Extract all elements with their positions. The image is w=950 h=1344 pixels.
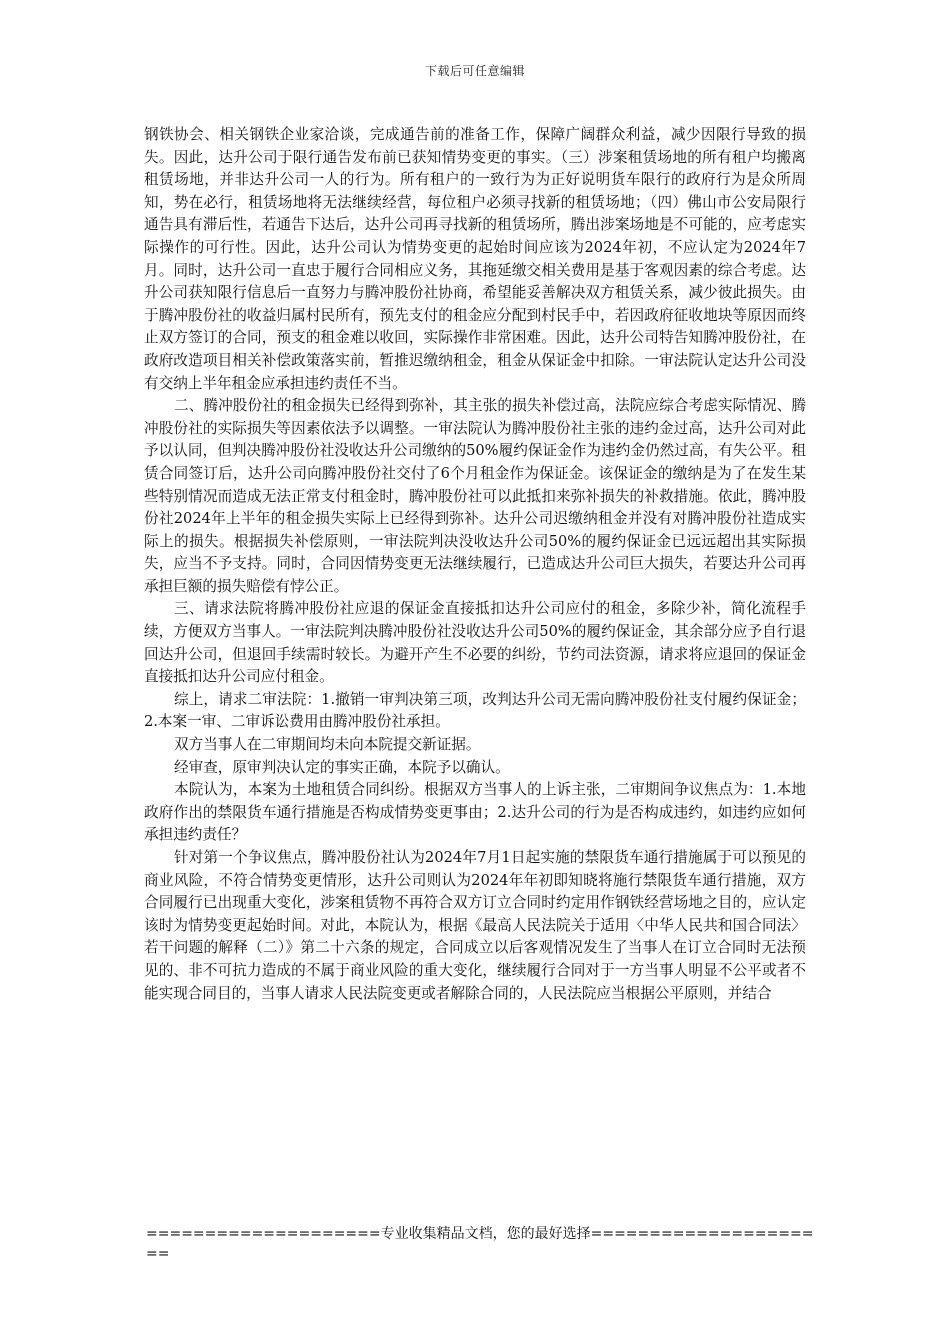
page-header: 下载后可任意编辑	[424, 64, 525, 78]
paragraph: 三、请求法院将腾冲股份社应退的保证金直接抵扣达升公司应付的租金，多除少补，简化流程手续，方便双方当事人。一审法院判决腾冲股份社没收达升公司50%的履约保证金，其余部分应予自行退回达升公司，但退回手续需时较长。为避开产生不必要的纠纷，节约司法资源，请求将应退回的保证金直接抵扣达升公司应付租金。	[144, 600, 806, 686]
paragraph: 钢铁协会、相关钢铁企业家洽谈，完成通告前的准备工作，保障广阔群众利益，减少因限行导致的损失。因此，达升公司于限行通告发布前已获知情势变更的事实。（三）涉案租赁场地的所有租户均搬离租赁场地，并非达升公司一人的行为。所有租户的一致行为为正好说明货车限行的政府行为是众所周知，势在必行，租赁场地将无法继续经营，每位租户必须寻找新的租赁场地；（四）佛山市公安局限行通告具有滞后性，若通告下达后，达升公司再寻找新的租赁场所，腾出涉案场地是不可能的，应考虑实际操作的可行性。因此，达升公司认为情势变更的起始时间应该为2024年初，不应认定为2024年7月。同时，达升公司一直忠于履行合同相应义务，其拖延缴交相关费用是基于客观因素的综合考虑。达升公司获知限行信息后一直努力与腾冲股份社协商，希望能妥善解决双方租赁关系，减少彼此损失。由于腾冲股份社的收益归属村民所有，预先支付的租金应分配到村民手中，若因政府征收地块等原因而终止双方签订的合同，预支的租金难以收回，实际操作非常困难。因此，达升公司特告知腾冲股份社，在政府改造项目相关补偿政策落实前，暂推迟缴纳租金，租金从保证金中扣除。一审法院认定达升公司没有交纳上半年租金应承担违约责任不当。	[144, 126, 806, 392]
paragraph: 本院认为，本案为土地租赁合同纠纷。根据双方当事人的上诉主张，二审期间争议焦点为：1.本地政府作出的禁限货车通行措施是否构成情势变更事由；2.达升公司的行为是否构成违约，如违约应如何承担违约责任？	[144, 781, 806, 844]
document-body	[144, 124, 806, 1005]
paragraph: 综上，请求二审法院：1.撤销一审判决第三项，改判达升公司无需向腾冲股份社支付履约保证金；2.本案一审、二审诉讼费用由腾冲股份社承担。	[144, 690, 806, 731]
paragraph: 二、腾冲股份社的租金损失已经得到弥补，其主张的损失补偿过高，法院应综合考虑实际情况、腾冲股份社的实际损失等因素依法予以调整。一审法院认为腾冲股份社主张的违约金过高，达升公司对此予以认同，但判决腾冲股份社没收达升公司缴纳的50%履约保证金作为违约金仍然过高，有失公平。租赁合同签订后，达升公司向腾冲股份社交付了6个月租金作为保证金。该保证金的缴纳是为了在发生某些特别情况而造成无法正常支付租金时，腾冲股份社可以此抵扣来弥补损失的补救措施。依此，腾冲股份社2024年上半年的租金损失实际上已经得到弥补。达升公司迟缴纳租金并没有对腾冲股份社造成实际上的损失。根据损失补偿原则，一审法院判决没收达升公司50%的履约保证金已远远超出其实际损失，应当不予支持。同时，合同因情势变更无法继续履行，已造成达升公司巨大损失，若要达升公司再承担巨额的损失赔偿有悖公正。	[144, 397, 806, 595]
paragraph: 双方当事人在二审期间均未向本院提交新证据。	[174, 736, 481, 754]
paragraph: 经审查，原审判决认定的事实正确，本院予以确认。	[174, 758, 510, 776]
page-footer: ====================专业收集精品文档，您的最好选择=====================	[146, 1226, 814, 1262]
paragraph: 针对第一个争议焦点，腾冲股份社认为2024年7月1日起实施的禁限货车通行措施属于可以预见的商业风险，不符合情势变更情形，达升公司则认为2024年年初即知晓将施行禁限货车通行措施，双方合同履行已出现重大变化，涉案租赁物不再符合双方订立合同时约定用作钢铁经营场地之目的，应认定该时为情势变更起始时间。对此，本院认为，根据《最高人民法院关于适用〈中华人民共和国合同法〉若干问题的解释（二）》第二十六条的规定，合同成立以后客观情况发生了当事人在订立合同时无法预见的、非不可抗力造成的不属于商业风险的重大变化，继续履行合同对于一方当事人明显不公平或者不能实现合同目的，当事人请求人民法院变更或者解除合同的，人民法院应当根据公平原则，并结合	[144, 849, 806, 1002]
